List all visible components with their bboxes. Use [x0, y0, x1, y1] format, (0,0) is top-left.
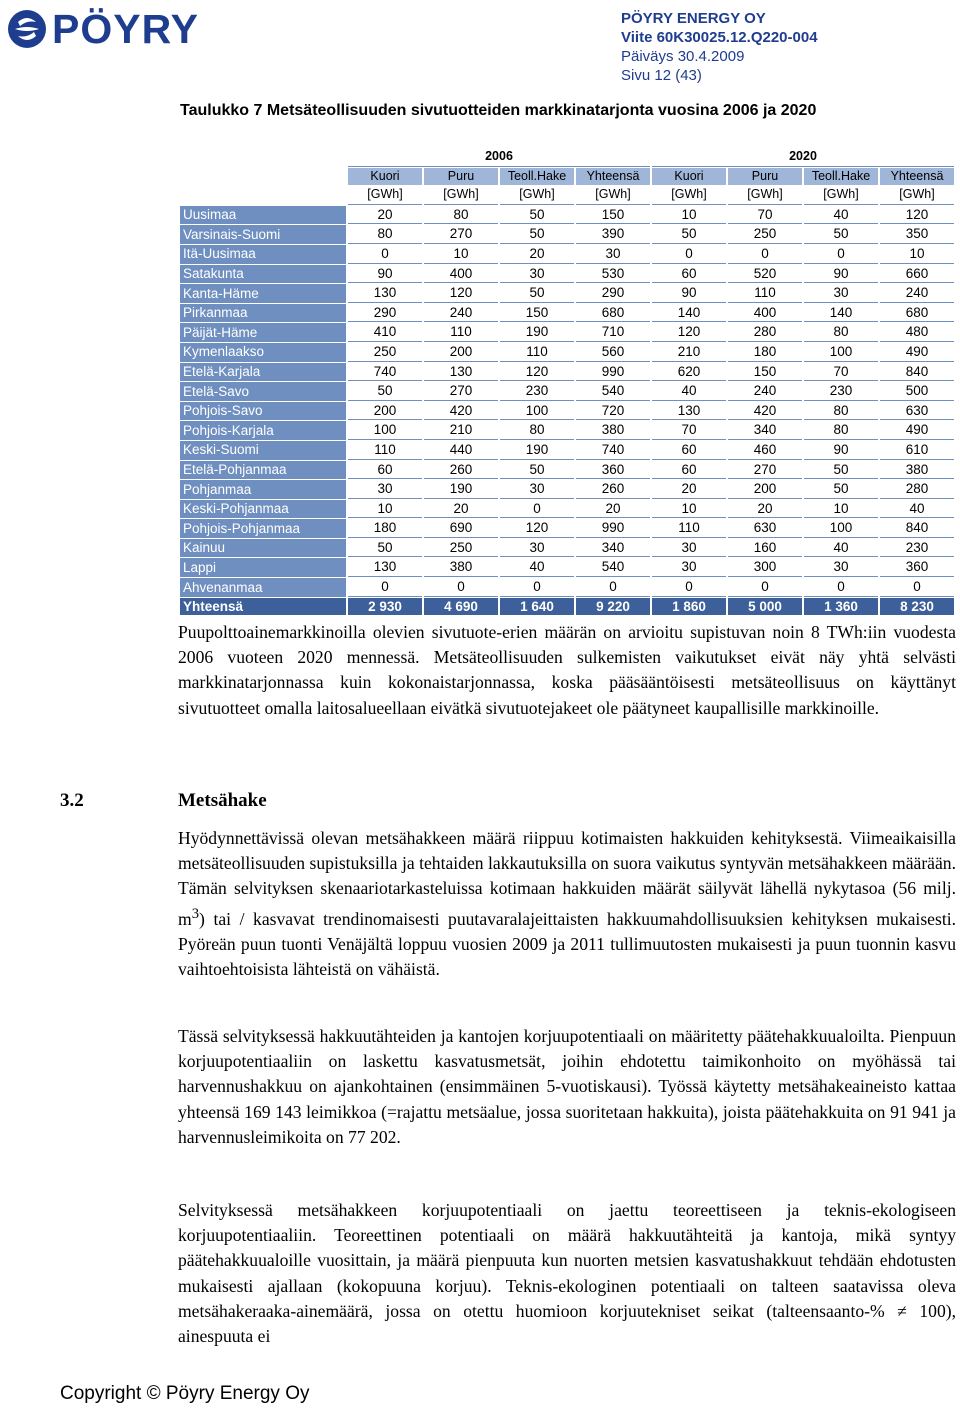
table-cell: 0	[348, 578, 422, 597]
table-cell: 690	[424, 519, 498, 538]
table-cell: 250	[728, 225, 802, 244]
table-cell: 740	[348, 363, 422, 382]
table-cell: 660	[880, 265, 954, 284]
table-cell: 200	[728, 480, 802, 499]
table-cell: 630	[880, 402, 954, 421]
table-cell: 530	[576, 265, 650, 284]
table-cell: 70	[728, 206, 802, 225]
row-label: Pirkanmaa	[180, 304, 346, 323]
table-cell: 30	[804, 558, 878, 577]
table-cell: 50	[804, 225, 878, 244]
year-2006-header: 2006	[348, 148, 650, 167]
table-cell: 0	[728, 578, 802, 597]
table-cell: 1 860	[652, 598, 726, 616]
empty-cell	[180, 186, 346, 205]
table-cell: 360	[880, 558, 954, 577]
table-cell: 160	[728, 539, 802, 558]
table-cell: 300	[728, 558, 802, 577]
table-row	[180, 304, 954, 323]
table-row	[180, 206, 954, 225]
table-cell: 40	[652, 382, 726, 401]
table-cell: 50	[348, 539, 422, 558]
paragraph-2-part-1: Hyödynnettävissä olevan metsähakkeen määrä riippuu kotimaisten hakkuiden kehityksestä. Viimeaikaisilla metsäteollisuuden supistuksilla ja tehtaiden lakkautuksilla on suora vaikutus syntyvän metsähakkeen määrään. Tämän selvityksen skenaariotarkasteluissa kotimaan hakkuiden määrät säilyvät lähellä nykytasoa (56 milj. m	[178, 828, 956, 929]
table-cell: 30	[500, 265, 574, 284]
document-reference: Viite 60K30025.12.Q220-004	[621, 29, 818, 46]
table-cell: 350	[880, 225, 954, 244]
table-cell: 250	[348, 343, 422, 362]
table-cell: 0	[880, 578, 954, 597]
table-cell: 110	[652, 519, 726, 538]
table-cell: 20	[424, 500, 498, 519]
table-cell: 100	[500, 402, 574, 421]
unit-row	[180, 186, 954, 205]
table-cell: 0	[424, 578, 498, 597]
table-cell: 50	[652, 225, 726, 244]
table-row	[180, 441, 954, 460]
table-cell: 620	[652, 363, 726, 382]
table-row	[180, 539, 954, 558]
table-row	[180, 382, 954, 401]
company-name: PÖYRY ENERGY OY	[621, 10, 766, 27]
column-header-row	[180, 168, 954, 186]
table-cell: 270	[728, 461, 802, 480]
table-cell: 50	[804, 461, 878, 480]
row-label: Yhteensä	[180, 598, 346, 616]
table-cell: 520	[728, 265, 802, 284]
table-cell: 710	[576, 323, 650, 342]
row-label: Etelä-Pohjanmaa	[180, 461, 346, 480]
table-cell: 540	[576, 382, 650, 401]
table-row	[180, 421, 954, 440]
table-cell: 260	[424, 461, 498, 480]
table-cell: 680	[576, 304, 650, 323]
table-row	[180, 343, 954, 362]
table-cell: 210	[424, 421, 498, 440]
table-cell: 290	[348, 304, 422, 323]
table-cell: 380	[880, 461, 954, 480]
column-header: Puru	[424, 168, 498, 186]
paragraph-3: Tässä selvityksessä hakkuutähteiden ja kantojen korjuupotentiaali on määritetty päätehakkuualoilta. Pienpuun korjuupotentiaaliin on laskettu kasvatusmetsät, joihin ehdotettu taimikonhoito on myöhässä tai harvennushakkuu on ajankohtainen (ensimmäinen 5-vuotiskausi). Työssä käytetty metsähakeaineisto kattaa yhteensä 169 143 leimikkoa (=rajattu metsäalue, jossa suoritetaan hakkuita), joista päätehakkuita on 91 941 ja harvennusleimikoita on 77 202.	[178, 1026, 956, 1147]
row-label: Pohjois-Karjala	[180, 421, 346, 440]
table-cell: 0	[500, 578, 574, 597]
unit-cell: [GWh]	[576, 186, 650, 205]
section-title: Metsähake	[178, 790, 267, 811]
row-label: Kainuu	[180, 539, 346, 558]
table-cell: 400	[728, 304, 802, 323]
table-cell: 110	[424, 323, 498, 342]
table-cell: 200	[424, 343, 498, 362]
table-cell: 20	[728, 500, 802, 519]
table-cell: 60	[652, 461, 726, 480]
table-row	[180, 323, 954, 342]
document-date: Päiväys 30.4.2009	[621, 48, 745, 65]
table-cell: 40	[500, 558, 574, 577]
table-cell: 100	[348, 421, 422, 440]
table-cell: 60	[652, 441, 726, 460]
table-cell: 80	[804, 402, 878, 421]
table-cell: 40	[804, 539, 878, 558]
unit-cell: [GWh]	[500, 186, 574, 205]
table-cell: 120	[880, 206, 954, 225]
empty-cell	[180, 168, 346, 186]
table-cell: 50	[500, 284, 574, 303]
unit-cell: [GWh]	[880, 186, 954, 205]
copyright-footer: Copyright © Pöyry Energy Oy	[60, 1383, 310, 1404]
table-cell: 1 360	[804, 598, 878, 616]
table-cell: 80	[804, 421, 878, 440]
table-row	[180, 265, 954, 284]
row-label: Pohjois-Pohjanmaa	[180, 519, 346, 538]
table-cell: 30	[348, 480, 422, 499]
table-caption: Taulukko 7 Metsäteollisuuden sivutuotteiden markkinatarjonta vuosina 2006 ja 2020	[180, 102, 817, 119]
table-cell: 190	[424, 480, 498, 499]
table-cell: 390	[576, 225, 650, 244]
unit-cell: [GWh]	[804, 186, 878, 205]
table-cell: 240	[424, 304, 498, 323]
column-header: Kuori	[652, 168, 726, 186]
column-header: Teoll.Hake	[500, 168, 574, 186]
table-cell: 90	[804, 441, 878, 460]
row-label: Satakunta	[180, 265, 346, 284]
table-cell: 8 230	[880, 598, 954, 616]
table-cell: 280	[728, 323, 802, 342]
table-cell: 50	[804, 480, 878, 499]
table-cell: 120	[652, 323, 726, 342]
table-cell: 90	[804, 265, 878, 284]
table-cell: 990	[576, 519, 650, 538]
table-cell: 340	[576, 539, 650, 558]
table-cell: 80	[424, 206, 498, 225]
table-cell: 1 640	[500, 598, 574, 616]
table-row	[180, 558, 954, 577]
paragraph-1: Puupolttoainemarkkinoilla olevien sivutuote-erien määrän on arvioitu supistuvan noin 8 TWh:iin vuodesta 2006 vuoteen 2020 mennessä. Metsäteollisuuden sulkemisten vaikutukset eivät näy yhtä selvästi markkinatarjonnassa kuin kokonaistarjonnassa, koska pääsääntöisesti metsäteollisuus on käyttänyt sivutuotteet omalla laitosalueellaan eivätkä sivutuotejakeet ole päätyneet kaupallisille markkinoille.	[178, 622, 956, 718]
table-cell: 20	[652, 480, 726, 499]
table-cell: 290	[576, 284, 650, 303]
company-logo	[6, 6, 246, 52]
table-cell: 260	[576, 480, 650, 499]
table-cell: 50	[500, 225, 574, 244]
table-cell: 560	[576, 343, 650, 362]
table-cell: 380	[424, 558, 498, 577]
row-label: Itä-Uusimaa	[180, 245, 346, 264]
table-cell: 180	[348, 519, 422, 538]
table-cell: 4 690	[424, 598, 498, 616]
table-row	[180, 578, 954, 597]
column-header: Yhteensä	[576, 168, 650, 186]
table-cell: 80	[500, 421, 574, 440]
row-label: Keski-Pohjanmaa	[180, 500, 346, 519]
table-cell: 230	[500, 382, 574, 401]
row-label: Pohjanmaa	[180, 480, 346, 499]
year-header-row	[180, 148, 954, 167]
table-row	[180, 461, 954, 480]
table-cell: 0	[804, 245, 878, 264]
table-cell: 30	[652, 558, 726, 577]
table-cell: 190	[500, 323, 574, 342]
table-cell: 30	[500, 539, 574, 558]
unit-cell: [GWh]	[728, 186, 802, 205]
row-label: Lappi	[180, 558, 346, 577]
table-cell: 20	[576, 500, 650, 519]
table-cell: 490	[880, 421, 954, 440]
table-cell: 340	[728, 421, 802, 440]
row-label: Kanta-Häme	[180, 284, 346, 303]
table-row	[180, 480, 954, 499]
table-body	[180, 206, 954, 615]
table-cell: 360	[576, 461, 650, 480]
table-cell: 80	[348, 225, 422, 244]
column-header: Teoll.Hake	[804, 168, 878, 186]
table-cell: 0	[804, 578, 878, 597]
table-cell: 610	[880, 441, 954, 460]
table-cell: 10	[652, 206, 726, 225]
table-cell: 80	[804, 323, 878, 342]
table-cell: 140	[652, 304, 726, 323]
row-label: Varsinais-Suomi	[180, 225, 346, 244]
table-cell: 200	[348, 402, 422, 421]
table-cell: 420	[424, 402, 498, 421]
table-cell: 10	[652, 500, 726, 519]
table-cell: 720	[576, 402, 650, 421]
table-cell: 130	[652, 402, 726, 421]
table-cell: 270	[424, 382, 498, 401]
table-total-row	[180, 598, 954, 616]
table-cell: 10	[348, 500, 422, 519]
table-cell: 250	[424, 539, 498, 558]
table-cell: 190	[500, 441, 574, 460]
table-row	[180, 245, 954, 264]
page-number: Sivu 12 (43)	[621, 67, 702, 84]
table-row	[180, 225, 954, 244]
table-cell: 540	[576, 558, 650, 577]
table-cell: 130	[348, 558, 422, 577]
table-cell: 440	[424, 441, 498, 460]
unit-cell: [GWh]	[424, 186, 498, 205]
table-cell: 120	[500, 363, 574, 382]
empty-cell	[180, 148, 346, 167]
column-header: Yhteensä	[880, 168, 954, 186]
table-cell: 5 000	[728, 598, 802, 616]
table-row	[180, 500, 954, 519]
poyry-logo-icon	[6, 8, 48, 50]
table-cell: 500	[880, 382, 954, 401]
table-cell: 0	[576, 578, 650, 597]
table-cell: 2 930	[348, 598, 422, 616]
table-cell: 480	[880, 323, 954, 342]
row-label: Etelä-Karjala	[180, 363, 346, 382]
table-cell: 110	[500, 343, 574, 362]
row-label: Päijät-Häme	[180, 323, 346, 342]
paragraph-2-part-2: ) tai / kasvavat trendinomaisesti puutavaralajeittaisten hakkuumahdollisuuksien kehityksen mukaisesti. Pyöreän puun tuonti Venäjältä loppuu vuosien 2009 ja 2011 tullimuutosten mukaisesti ja puun tuonnin kasvu vaihtoehtoisista lähteistä on vähäistä.	[178, 908, 956, 979]
supply-table	[178, 147, 956, 616]
paragraph-4: Selvityksessä metsähakkeen korjuupotentiaali on jaettu teoreettiseen ja teknis-ekologiseen korjuupotentiaaliin. Teoreettinen potentiaali on määrä hakkuutähteitä ja kantoja, mikä syntyy päätehakkuualoille vuosittain, ja määrä pienpuuta kun nuorten metsien kasvatushakkuut tehdään ehdotusten mukaisesti ajallaan (kokopuuna korjuu). Teknis-ekologinen potentiaali on talteen saatavissa oleva metsähakeraaka-ainemäärä, jossa on otettu huomioon korjuutekniset seikat (talteensaanto-% ≠ 100), ainespuuta ei	[178, 1200, 956, 1347]
table-cell: 90	[348, 265, 422, 284]
table-cell: 280	[880, 480, 954, 499]
table-cell: 50	[500, 206, 574, 225]
table-cell: 30	[652, 539, 726, 558]
table-cell: 130	[348, 284, 422, 303]
table-cell: 10	[880, 245, 954, 264]
table-cell: 60	[348, 461, 422, 480]
logo-wordmark: PÖYRY	[52, 6, 200, 52]
table-cell: 70	[652, 421, 726, 440]
table-cell: 50	[348, 382, 422, 401]
table-cell: 840	[880, 363, 954, 382]
column-header: Kuori	[348, 168, 422, 186]
column-header: Puru	[728, 168, 802, 186]
table-cell: 0	[728, 245, 802, 264]
table-cell: 420	[728, 402, 802, 421]
table-cell: 110	[728, 284, 802, 303]
table-cell: 240	[880, 284, 954, 303]
table-cell: 0	[652, 578, 726, 597]
document-header	[621, 9, 818, 85]
table-cell: 10	[424, 245, 498, 264]
row-label: Pohjois-Savo	[180, 402, 346, 421]
table-cell: 70	[804, 363, 878, 382]
table-cell: 90	[652, 284, 726, 303]
table-cell: 680	[880, 304, 954, 323]
unit-cell: [GWh]	[348, 186, 422, 205]
table-cell: 210	[652, 343, 726, 362]
table-cell: 40	[880, 500, 954, 519]
table-cell: 20	[500, 245, 574, 264]
table-cell: 120	[424, 284, 498, 303]
table-cell: 100	[804, 343, 878, 362]
table-cell: 240	[728, 382, 802, 401]
table-cell: 30	[500, 480, 574, 499]
table-cell: 120	[500, 519, 574, 538]
table-cell: 130	[424, 363, 498, 382]
table-cell: 740	[576, 441, 650, 460]
table-cell: 30	[804, 284, 878, 303]
table-cell: 150	[728, 363, 802, 382]
section-number: 3.2	[60, 790, 84, 811]
table-cell: 490	[880, 343, 954, 362]
unit-cell: [GWh]	[652, 186, 726, 205]
table-cell: 10	[804, 500, 878, 519]
row-label: Keski-Suomi	[180, 441, 346, 460]
table-cell: 630	[728, 519, 802, 538]
superscript: 3	[191, 905, 200, 922]
table-cell: 0	[348, 245, 422, 264]
table-cell: 410	[348, 323, 422, 342]
table-cell: 150	[500, 304, 574, 323]
table-cell: 140	[804, 304, 878, 323]
row-label: Uusimaa	[180, 206, 346, 225]
table-cell: 150	[576, 206, 650, 225]
table-cell: 30	[576, 245, 650, 264]
table-cell: 460	[728, 441, 802, 460]
table-cell: 0	[652, 245, 726, 264]
table-cell: 230	[804, 382, 878, 401]
table-cell: 110	[348, 441, 422, 460]
table-row	[180, 402, 954, 421]
table-row	[180, 363, 954, 382]
row-label: Etelä-Savo	[180, 382, 346, 401]
table-cell: 230	[880, 539, 954, 558]
table-row	[180, 284, 954, 303]
table-cell: 180	[728, 343, 802, 362]
table-cell: 270	[424, 225, 498, 244]
table-cell: 400	[424, 265, 498, 284]
row-label: Kymenlaakso	[180, 343, 346, 362]
table-cell: 20	[348, 206, 422, 225]
table-cell: 9 220	[576, 598, 650, 616]
row-label: Ahvenanmaa	[180, 578, 346, 597]
table-cell: 0	[500, 500, 574, 519]
year-2020-header: 2020	[652, 148, 954, 167]
table-cell: 990	[576, 363, 650, 382]
table-cell: 40	[804, 206, 878, 225]
table-cell: 380	[576, 421, 650, 440]
table-cell: 60	[652, 265, 726, 284]
table-cell: 50	[500, 461, 574, 480]
table-cell: 100	[804, 519, 878, 538]
table-row	[180, 519, 954, 538]
paragraph-2	[178, 826, 956, 982]
table-cell: 840	[880, 519, 954, 538]
